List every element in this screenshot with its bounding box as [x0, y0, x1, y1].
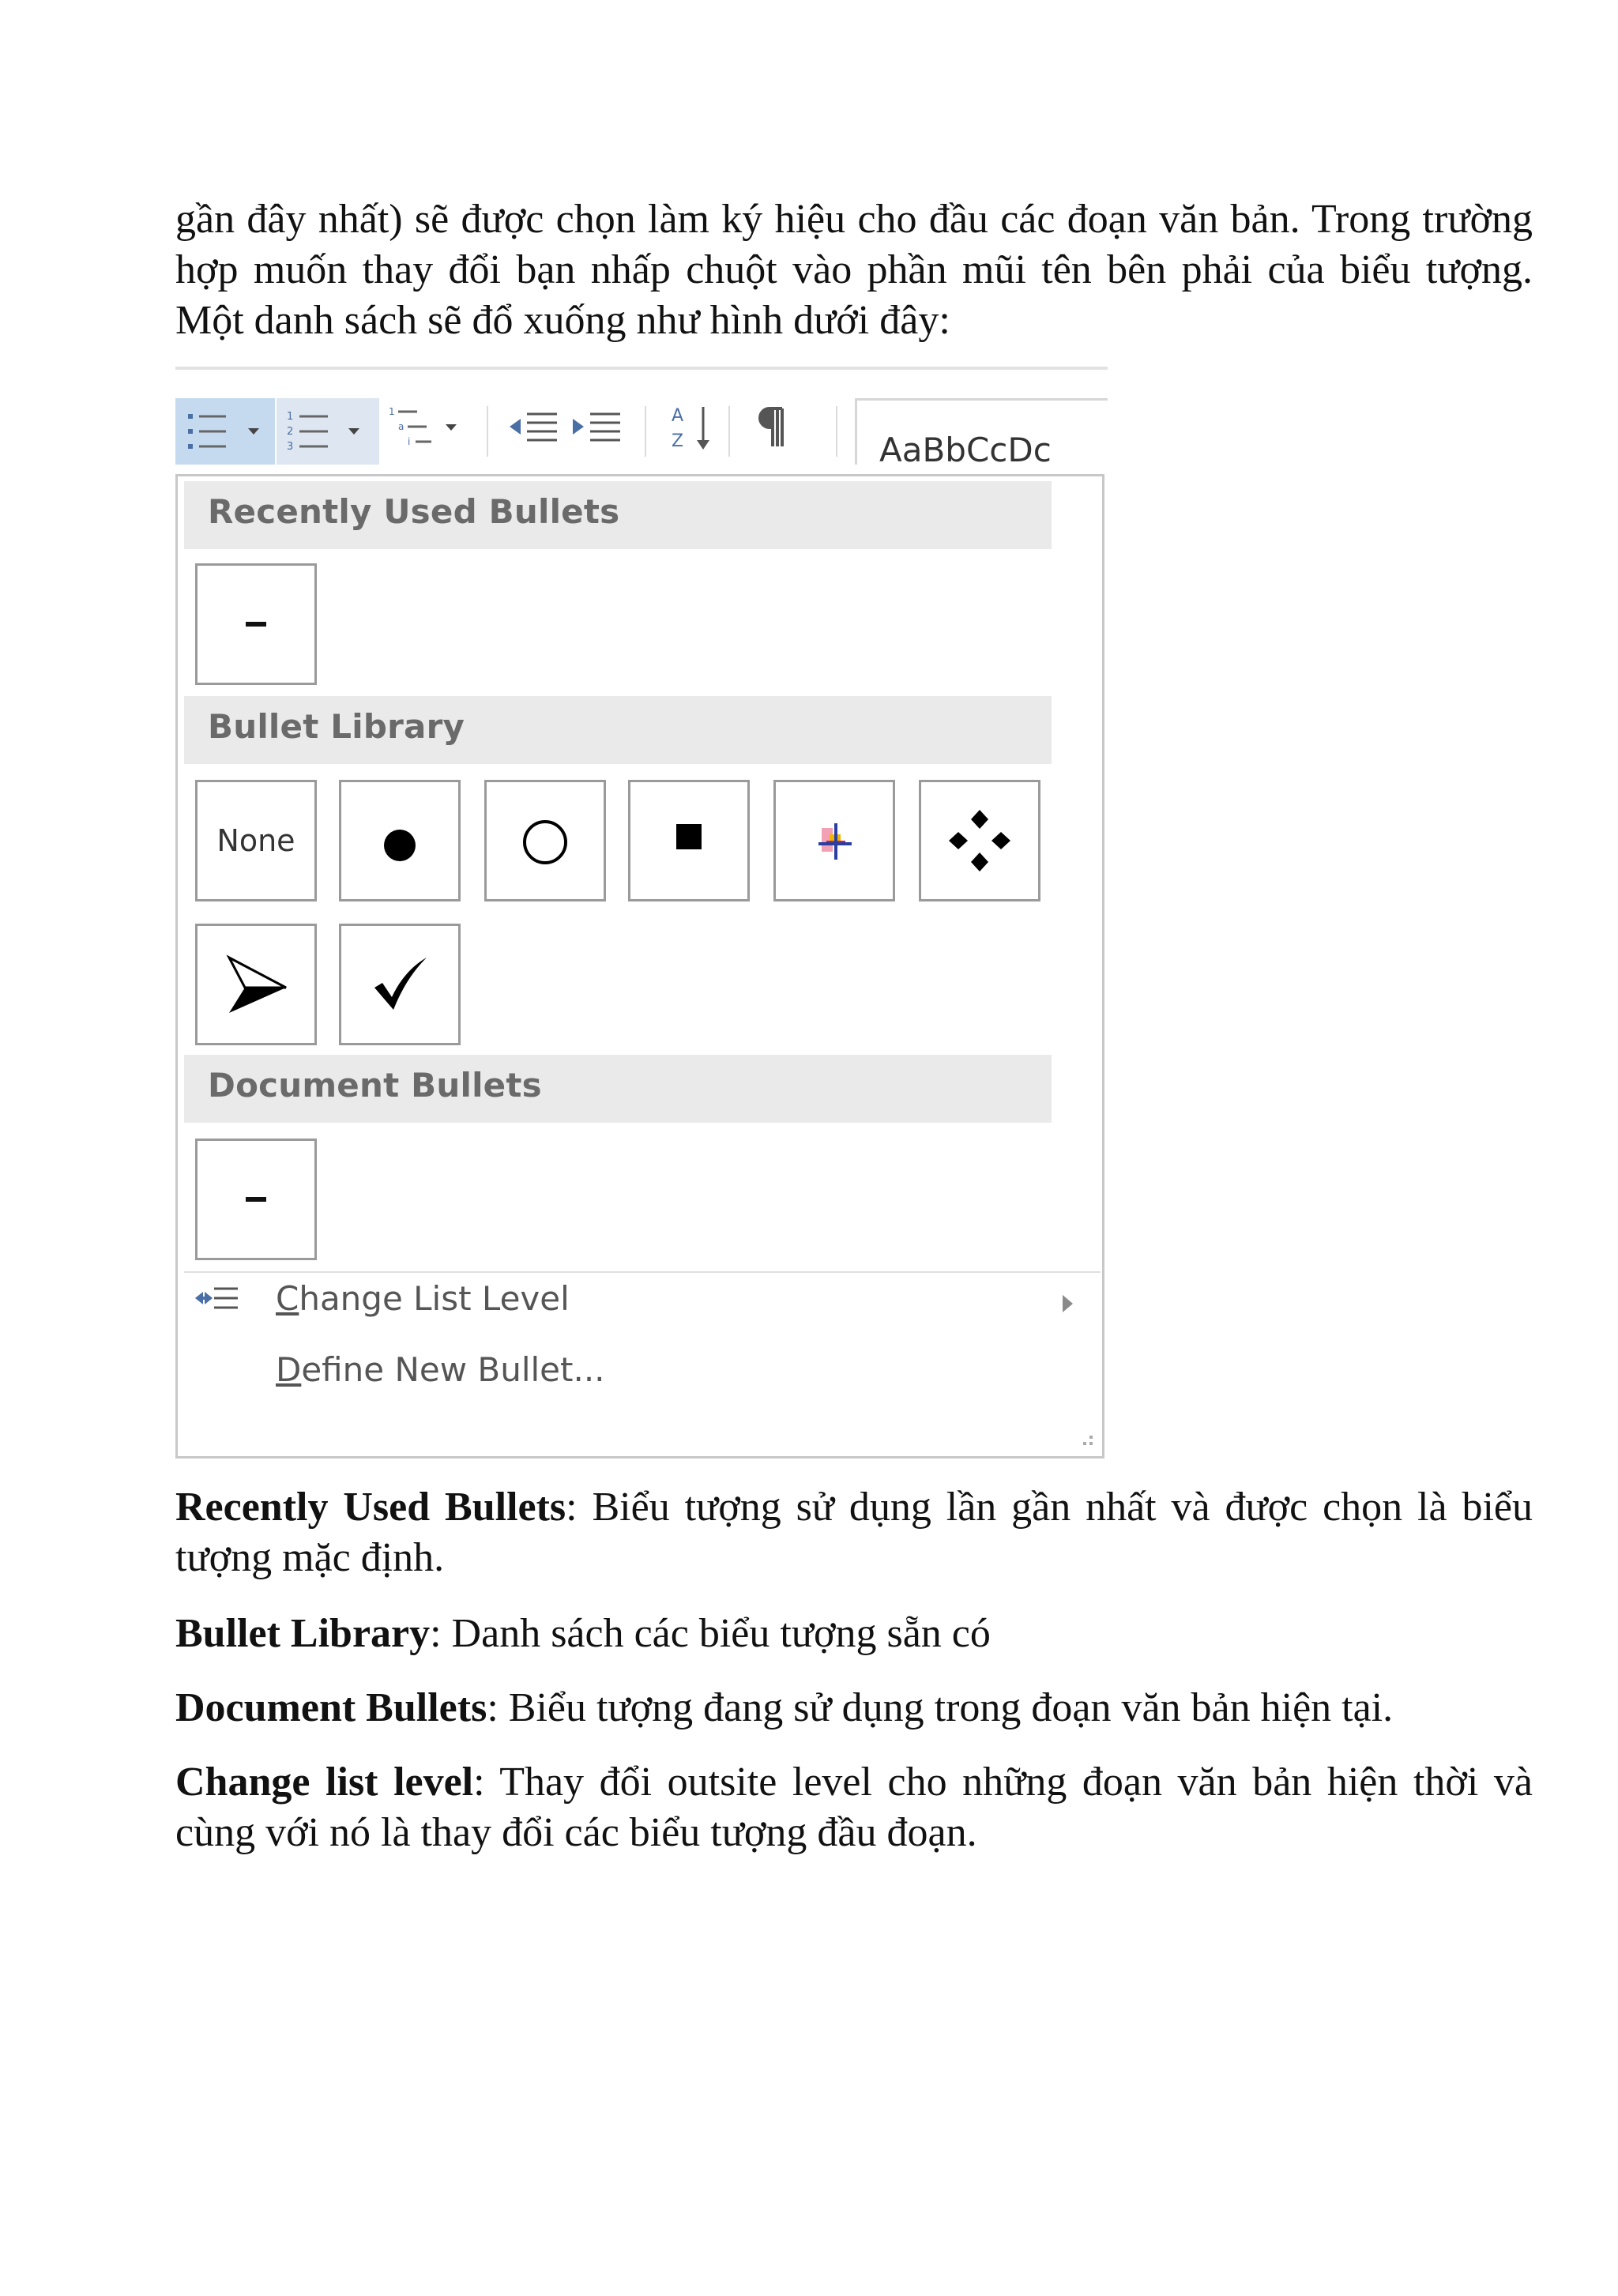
color-cross-icon — [811, 817, 858, 864]
decrease-indent-button[interactable] — [502, 398, 566, 457]
document-bullets-header — [184, 1055, 1052, 1123]
bullets-dropdown — [175, 474, 1104, 1459]
bullet-checkmark[interactable] — [339, 924, 461, 1045]
intro-paragraph: gần đây nhất) sẽ được chọn làm ký hiệu cho đầu các đoạn văn bản. Trong trường hợp muốn thay đổi bạn nhấp chuột vào phần mũi tên bên phải của biểu tượng. Một danh sách sẽ đổ xuống như hình dưới đây: — [175, 197, 1533, 343]
svg-text:1: 1 — [287, 411, 294, 423]
show-formatting-button[interactable] — [744, 398, 807, 457]
bullet-color-cross[interactable] — [773, 780, 895, 901]
ribbon-separator — [487, 406, 488, 457]
svg-text:2: 2 — [287, 426, 294, 438]
svg-text:a: a — [398, 421, 404, 432]
definition-text: : Biểu tượng sử dụng lần gần nhất và được chọn là biểu tượng mặc định. — [175, 1485, 1533, 1580]
define-new-bullet-accelerator: D — [276, 1350, 302, 1389]
hollow-circle-icon — [520, 815, 570, 866]
ribbon-top-border — [175, 367, 1108, 370]
multilevel-list-icon — [386, 404, 472, 451]
bullet-filled-square[interactable] — [628, 780, 750, 901]
sort-button[interactable] — [660, 398, 724, 457]
definition-text: : Biểu tượng đang sử dụng trong đoạn văn bản hiện tại. — [487, 1685, 1394, 1730]
bullet-four-diamonds[interactable] — [919, 780, 1040, 901]
four-diamonds-icon — [944, 805, 1015, 876]
increase-indent-button[interactable] — [566, 398, 629, 457]
definition-bullet-library — [175, 1609, 1533, 1659]
definition-term: Bullet Library — [175, 1611, 431, 1656]
filled-square-icon — [673, 821, 705, 860]
bullet-library-header-label: Bullet Library — [208, 707, 465, 746]
svg-text:A: A — [672, 406, 684, 426]
recent-bullet-dash[interactable] — [195, 563, 317, 685]
svg-text:1: 1 — [389, 406, 395, 417]
checkmark-icon — [368, 953, 431, 1016]
definition-text: : Danh sách các biểu tượng sẵn có — [430, 1611, 991, 1656]
word-bullets-screenshot — [175, 367, 1108, 1459]
change-list-level-item[interactable] — [276, 1279, 570, 1318]
svg-text:i: i — [408, 436, 411, 447]
recent-bullets-header — [184, 481, 1052, 549]
bullets-button[interactable] — [175, 398, 275, 465]
dash-bullet-icon — [244, 1195, 268, 1203]
ribbon-paragraph-group — [175, 379, 1108, 469]
ribbon-separator — [728, 406, 730, 457]
pilcrow-icon — [758, 405, 793, 450]
bullet-arrow[interactable] — [195, 924, 317, 1045]
define-new-bullet-label: efine New Bullet... — [301, 1350, 605, 1389]
definition-document-bullets — [175, 1683, 1533, 1733]
sort-icon — [668, 402, 716, 453]
definition-term: Document Bullets — [175, 1685, 487, 1730]
numbering-button[interactable] — [277, 398, 379, 465]
style-sample-text: AaBbCcDc — [879, 431, 1052, 469]
document-bullet-dash[interactable] — [195, 1139, 317, 1260]
arrowhead-icon — [223, 951, 289, 1018]
numbering-icon — [282, 408, 374, 455]
style-gallery-normal[interactable] — [855, 398, 1108, 469]
filled-circle-icon — [380, 817, 420, 864]
change-list-level-accelerator: C — [276, 1279, 299, 1318]
bullet-none-label: None — [216, 823, 295, 858]
definition-term: Recently Used Bullets — [175, 1485, 566, 1530]
define-new-bullet-item[interactable] — [276, 1350, 605, 1389]
recent-bullets-header-label: Recently Used Bullets — [208, 492, 620, 531]
definition-change-list-level — [175, 1757, 1533, 1858]
definition-recently-used — [175, 1482, 1533, 1583]
increase-indent-icon — [571, 408, 623, 447]
document-bullets-header-label: Document Bullets — [208, 1066, 542, 1105]
dash-bullet-icon — [244, 620, 268, 628]
resize-grip-icon[interactable] — [1075, 1431, 1096, 1451]
submenu-arrow-icon — [1063, 1295, 1073, 1312]
ribbon-separator — [836, 406, 837, 457]
decrease-indent-icon — [508, 408, 560, 447]
menu-separator — [184, 1271, 1101, 1273]
ribbon-separator — [645, 406, 646, 457]
bullet-hollow-circle[interactable] — [484, 780, 606, 901]
bullet-library-header — [184, 696, 1052, 764]
change-list-level-label: hange List Level — [299, 1279, 570, 1318]
bullet-filled-circle[interactable] — [339, 780, 461, 901]
definition-text: : Thay đổi outsite level cho những đoạn văn bản hiện thời và cùng với nó là thay đổi các biểu tượng đầu đoạn. — [175, 1760, 1533, 1855]
definition-term: Change list level — [175, 1760, 474, 1805]
svg-text:Z: Z — [672, 431, 684, 451]
bullets-icon — [182, 408, 269, 455]
change-list-level-icon — [194, 1282, 241, 1317]
bullet-none[interactable] — [195, 780, 317, 901]
multilevel-list-button[interactable] — [382, 398, 476, 457]
svg-text:3: 3 — [287, 441, 294, 453]
